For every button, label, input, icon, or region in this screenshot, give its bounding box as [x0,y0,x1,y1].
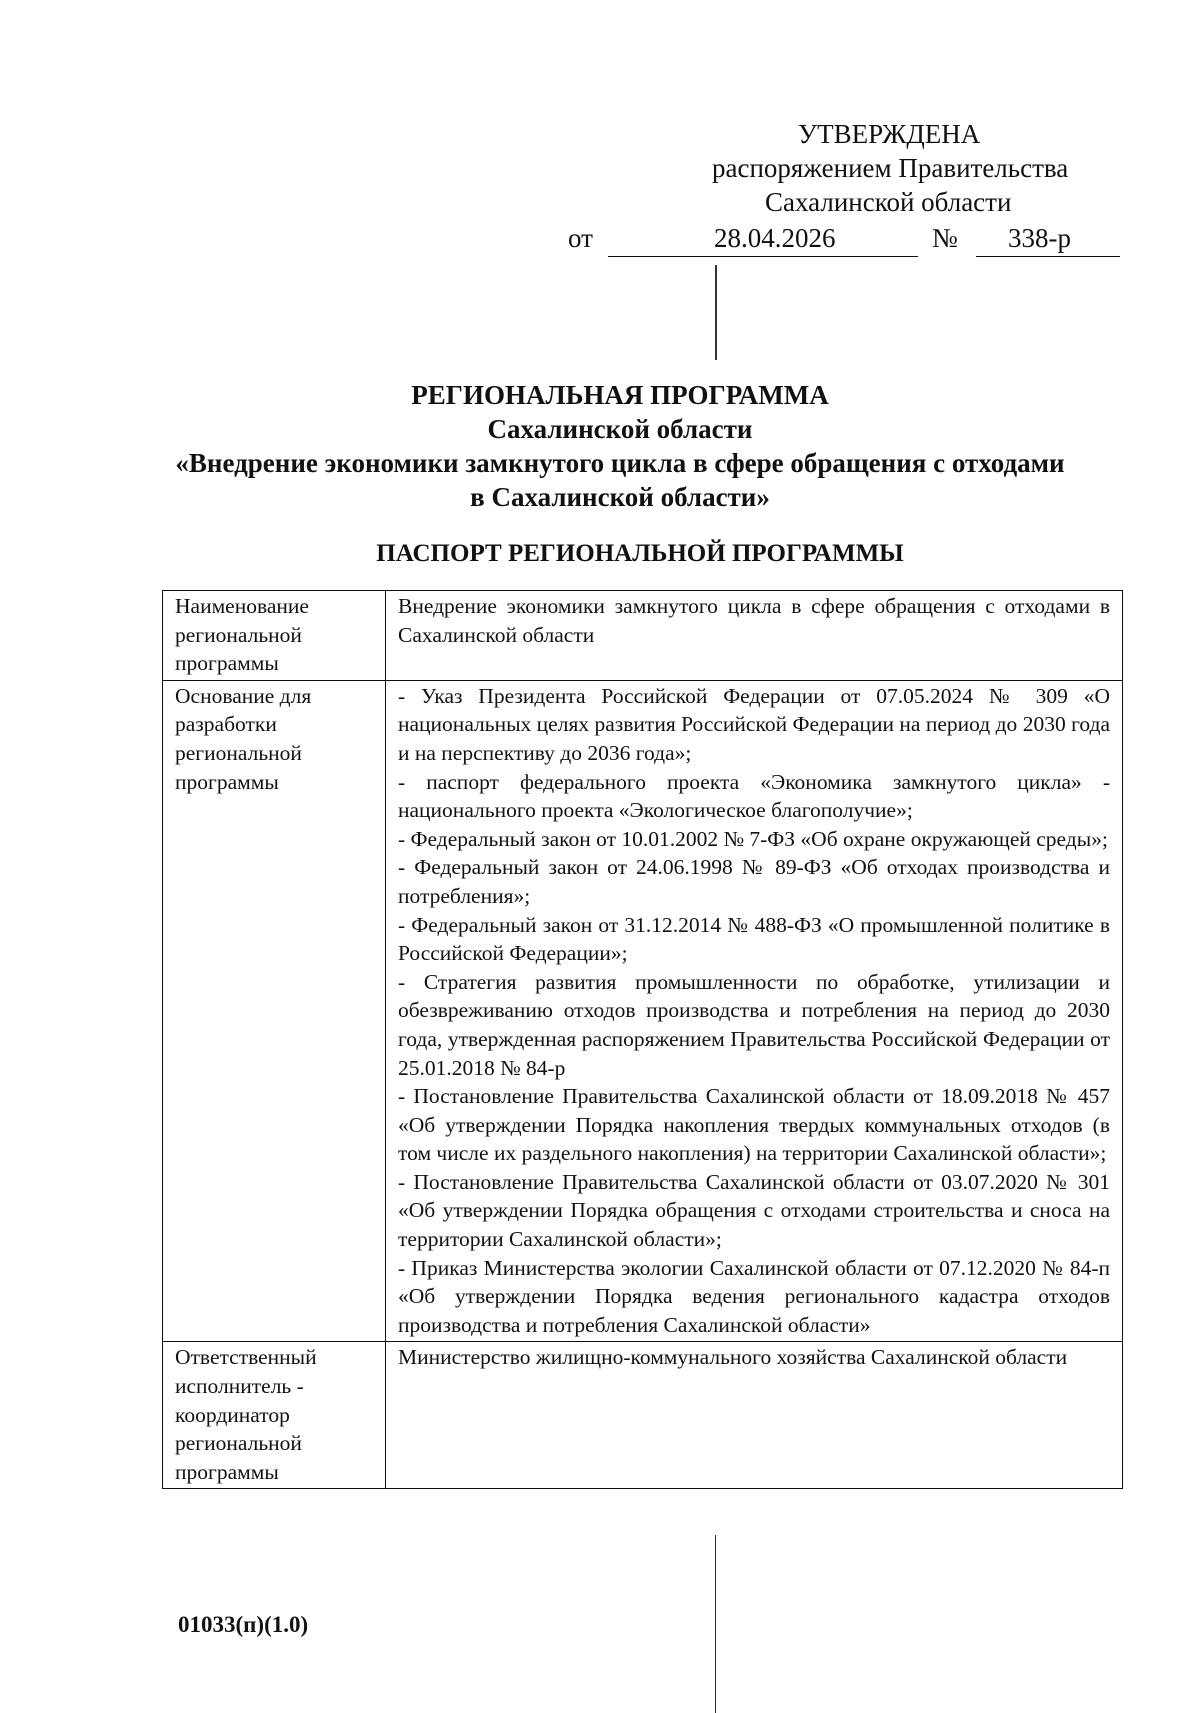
basis-item: - Приказ Министерства экологии Сахалинской области от 07.12.2020 № 84-п «Об утверждении Порядка ведения регионального кадастра отходов производства и потребления Сахалинской области» [398,1255,1110,1337]
title-line-2: Сахалинской области [487,414,753,444]
approval-number: 338-р [1008,223,1071,253]
row-value: Внедрение экономики замкнутого цикла в сфере обращения с отходами в Сахалинской области [386,591,1123,681]
approval-authority: распоряжением Правительства [712,153,1069,183]
basis-item: - Федеральный закон от 24.06.1998 № 89-ФЗ «Об отходах производства и потребления»; [398,855,1110,908]
approval-heading: УТВЕРЖДЕНА [798,119,981,149]
scan-mark-lower [715,1535,716,1713]
table-row [163,591,1123,681]
row-label: Ответственный исполнитель - координатор региональной программы [163,1342,386,1489]
title-line-4: в Сахалинской области» [470,482,770,512]
approval-region: Сахалинской области [765,187,1012,217]
basis-item: - Постановление Правительства Сахалинской области от 03.07.2020 № 301 «Об утверждении Порядка обращения с отходами строительства и сноса на территории Сахалинской области»; [398,1169,1110,1252]
passport-title: ПАСПОРТ РЕГИОНАЛЬНОЙ ПРОГРАММЫ [376,540,904,567]
passport-table [162,590,1123,1489]
title-line-3: «Внедрение экономики замкнутого цикла в сфере обращения с отходами [175,448,1065,478]
row-value: Министерство жилищно-коммунального хозяйства Сахалинской области [386,1342,1123,1489]
approval-date-line [568,220,1128,260]
document-title [0,378,1200,514]
table-row [163,1342,1123,1489]
basis-item: - Стратегия развития промышленности по обработке, утилизации и обезвреживанию отходов производства и потребления на период до 2030 года, утвержденная распоряжением Правительства Российской Федерации от 25.01.2018 № 84-р [398,969,1110,1080]
footer-form-code: 01033(п)(1.0) [178,1612,309,1637]
basis-item: - паспорт федерального проекта «Экономика замкнутого цикла» - национального проекта «Экологическое благополучие»; [398,769,1110,823]
table-row [163,680,1123,1342]
date-prefix: от [568,223,593,253]
number-field [976,220,1120,257]
basis-item: - Постановление Правительства Сахалинской области от 18.09.2018 № 457 «Об утверждении Порядка накопления твердых коммунальных отходов (в том числе их раздельного накопления) на территории Сахалинской области»; [398,1084,1110,1166]
number-prefix: № [932,223,958,253]
title-line-1: РЕГИОНАЛЬНАЯ ПРОГРАММА [411,380,829,410]
row-label: Наименование региональной программы [163,591,386,681]
basis-item: - Федеральный закон от 10.01.2002 № 7-ФЗ «Об охране окружающей среды»; [398,826,1108,851]
basis-item: - Указ Президента Российской Федерации от 07.05.2024 № 309 «О национальных целях развития Российской Федерации на период до 2030 года и на перспективу до 2036 года»; [398,683,1110,765]
approval-date: 28.04.2026 [714,223,836,253]
date-field [608,220,918,257]
row-value-list [386,680,1123,1342]
row-label: Основание для разработки региональной программы [163,680,386,1342]
scan-mark-upper [715,265,717,360]
basis-item: - Федеральный закон от 31.12.2014 № 488-ФЗ «О промышленной политике в Российской Федерации»; [398,912,1110,966]
